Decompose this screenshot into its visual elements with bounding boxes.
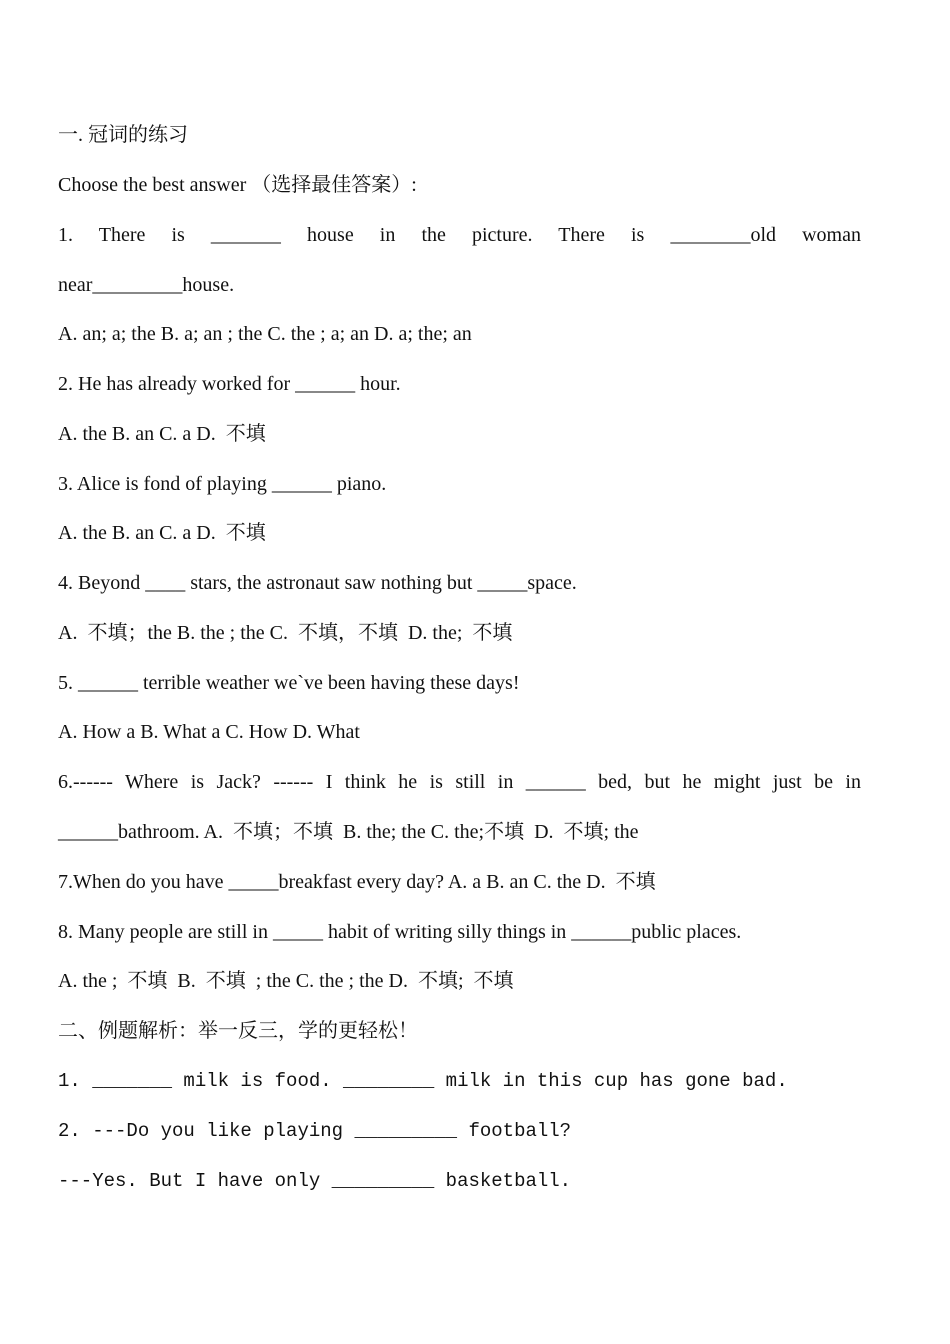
question-5-options: A. How a B. What a C. How D. What <box>58 721 360 743</box>
question-3-stem: 3. Alice is fond of playing ______ piano. <box>58 473 387 495</box>
question-4-options: A. 不填；the B. the ; the C. 不填，不填 D. the; 不填 <box>58 622 513 644</box>
question-2-stem: 2. He has already worked for ______ hour. <box>58 373 401 395</box>
question-5-stem: 5. ______ terrible weather we`ve been having these days! <box>58 672 520 694</box>
question-2-options: A. the B. an C. a D. 不填 <box>58 423 266 445</box>
question-6-stem-line-1: 6.------ Where is Jack? ------ I think he is still in ______ bed, but he might just be in <box>58 771 861 793</box>
question-8-options: A. the ; 不填 B. 不填 ; the C. the ; the D. 不填; 不填 <box>58 970 514 992</box>
question-8-stem: 8. Many people are still in _____ habit of writing silly things in ______public places. <box>58 921 742 943</box>
question-1-stem-line-1: 1. There is _______ house in the picture. There is ________old woman <box>58 224 861 246</box>
section-1-instruction: Choose the best answer （选择最佳答案）: <box>58 174 417 196</box>
question-6-stem-line-2: ______bathroom. A. 不填；不填 B. the; the C. the;不填 D. 不填; the <box>58 821 639 843</box>
question-7-stem: 7.When do you have _____breakfast every day? A. a B. an C. the D. 不填 <box>58 871 656 893</box>
section-2-heading: 二、例题解析：举一反三，学的更轻松！ <box>58 1020 418 1042</box>
question-1-options: A. an; a; the B. a; an ; the C. the ; a; an D. a; the; an <box>58 323 472 345</box>
question-3-options: A. the B. an C. a D. 不填 <box>58 522 266 544</box>
example-line-2: 2. ---Do you like playing _________ football? <box>58 1120 572 1142</box>
section-1-heading: 一. 冠词的练习 <box>58 124 188 146</box>
question-4-stem: 4. Beyond ____ stars, the astronaut saw nothing but _____space. <box>58 572 577 594</box>
example-line-1: 1. _______ milk is food. ________ milk in this cup has gone bad. <box>58 1070 788 1092</box>
example-line-3: ---Yes. But I have only _________ basketball. <box>58 1170 572 1192</box>
question-1-stem-line-2: near_________house. <box>58 274 235 296</box>
